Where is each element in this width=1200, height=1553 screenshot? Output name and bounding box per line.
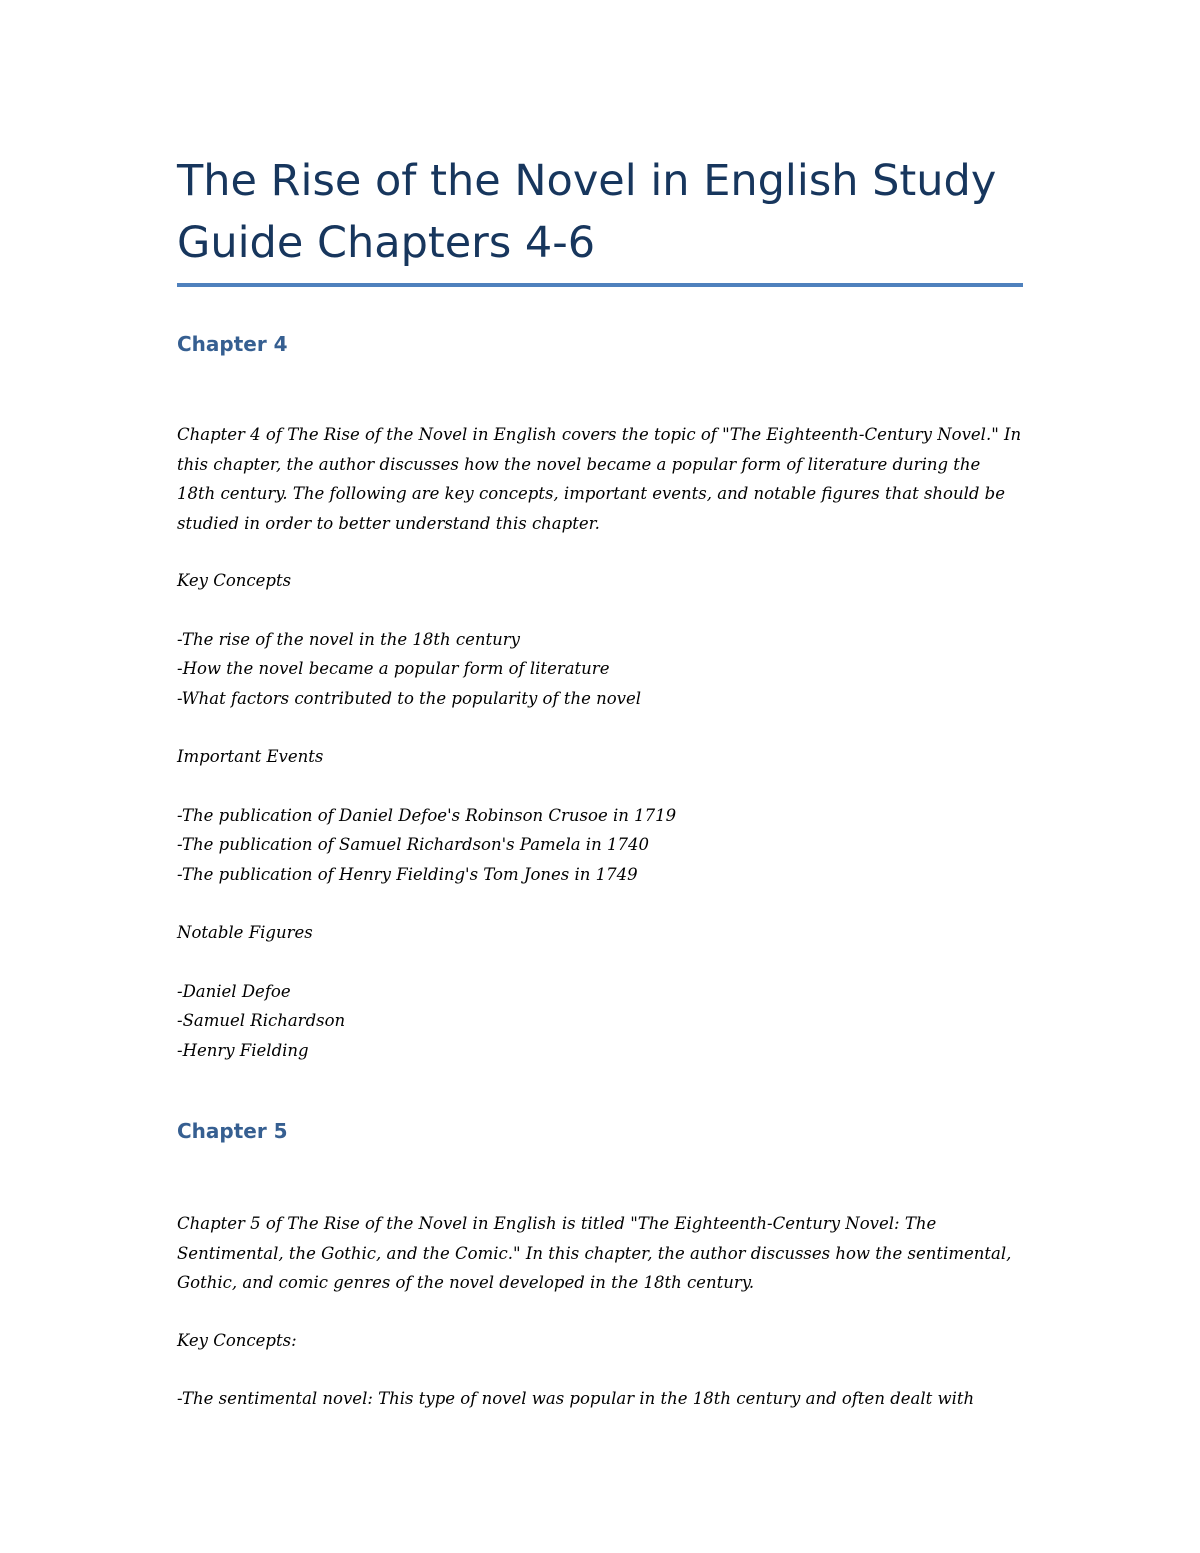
chapter-4-key-concepts-list bbox=[177, 625, 1023, 714]
list-item: -Samuel Richardson bbox=[177, 1011, 346, 1030]
chapter-4-key-concepts-label: Key Concepts bbox=[177, 571, 292, 590]
page-content bbox=[177, 150, 1023, 1414]
list-item: -How the novel became a popular form of literature bbox=[177, 659, 610, 678]
chapter-5-key-concepts-label: Key Concepts: bbox=[177, 1330, 297, 1350]
chapter-4-notable-figures-label: Notable Figures bbox=[177, 923, 313, 942]
chapter-5-intro-paragraph: Chapter 5 of The Rise of the Novel in English is titled "The Eighteenth-Century Novel: The Sentimental, the Gothic, and the Comic." In this chapter, the author discusses how the sentimental, Gothic, and comic genres of the novel developed in the 18th century. bbox=[177, 1214, 1012, 1292]
list-item: -The sentimental novel: This type of novel was popular in the 18th century and often dealt with bbox=[177, 1389, 975, 1408]
list-item: -The rise of the novel in the 18th century bbox=[177, 629, 521, 649]
list-item: -The publication of Henry Fielding's Tom Jones in 1749 bbox=[177, 864, 638, 884]
chapter-4-notable-figures-list bbox=[177, 977, 1023, 1066]
list-item: -The publication of Daniel Defoe's Robinson Crusoe in 1719 bbox=[177, 805, 677, 825]
list-item: -Henry Fielding bbox=[177, 1040, 309, 1060]
list-item: -The publication of Samuel Richardson's Pamela in 1740 bbox=[177, 835, 649, 854]
chapter-4-intro-paragraph: Chapter 4 of The Rise of the Novel in English covers the topic of "The Eighteenth-Century Novel." In this chapter, the author discusses how the novel became a popular form of literature during the 18th century. The following are key concepts, important events, and notable figures that should be studied in order to better understand this chapter. bbox=[177, 425, 1022, 533]
chapter-5-key-concepts-list bbox=[177, 1384, 1023, 1414]
list-item: -Daniel Defoe bbox=[177, 981, 291, 1001]
title-underline bbox=[177, 283, 1023, 287]
list-item: -What factors contributed to the popularity of the novel bbox=[177, 688, 642, 708]
document-title: The Rise of the Novel in English Study Guide Chapters 4-6 bbox=[177, 156, 997, 268]
chapter-4-heading: Chapter 4 bbox=[177, 332, 288, 356]
chapter-4-important-events-list bbox=[177, 801, 1023, 890]
chapter-5-heading: Chapter 5 bbox=[177, 1119, 288, 1143]
chapter-4-important-events-label: Important Events bbox=[177, 747, 324, 766]
